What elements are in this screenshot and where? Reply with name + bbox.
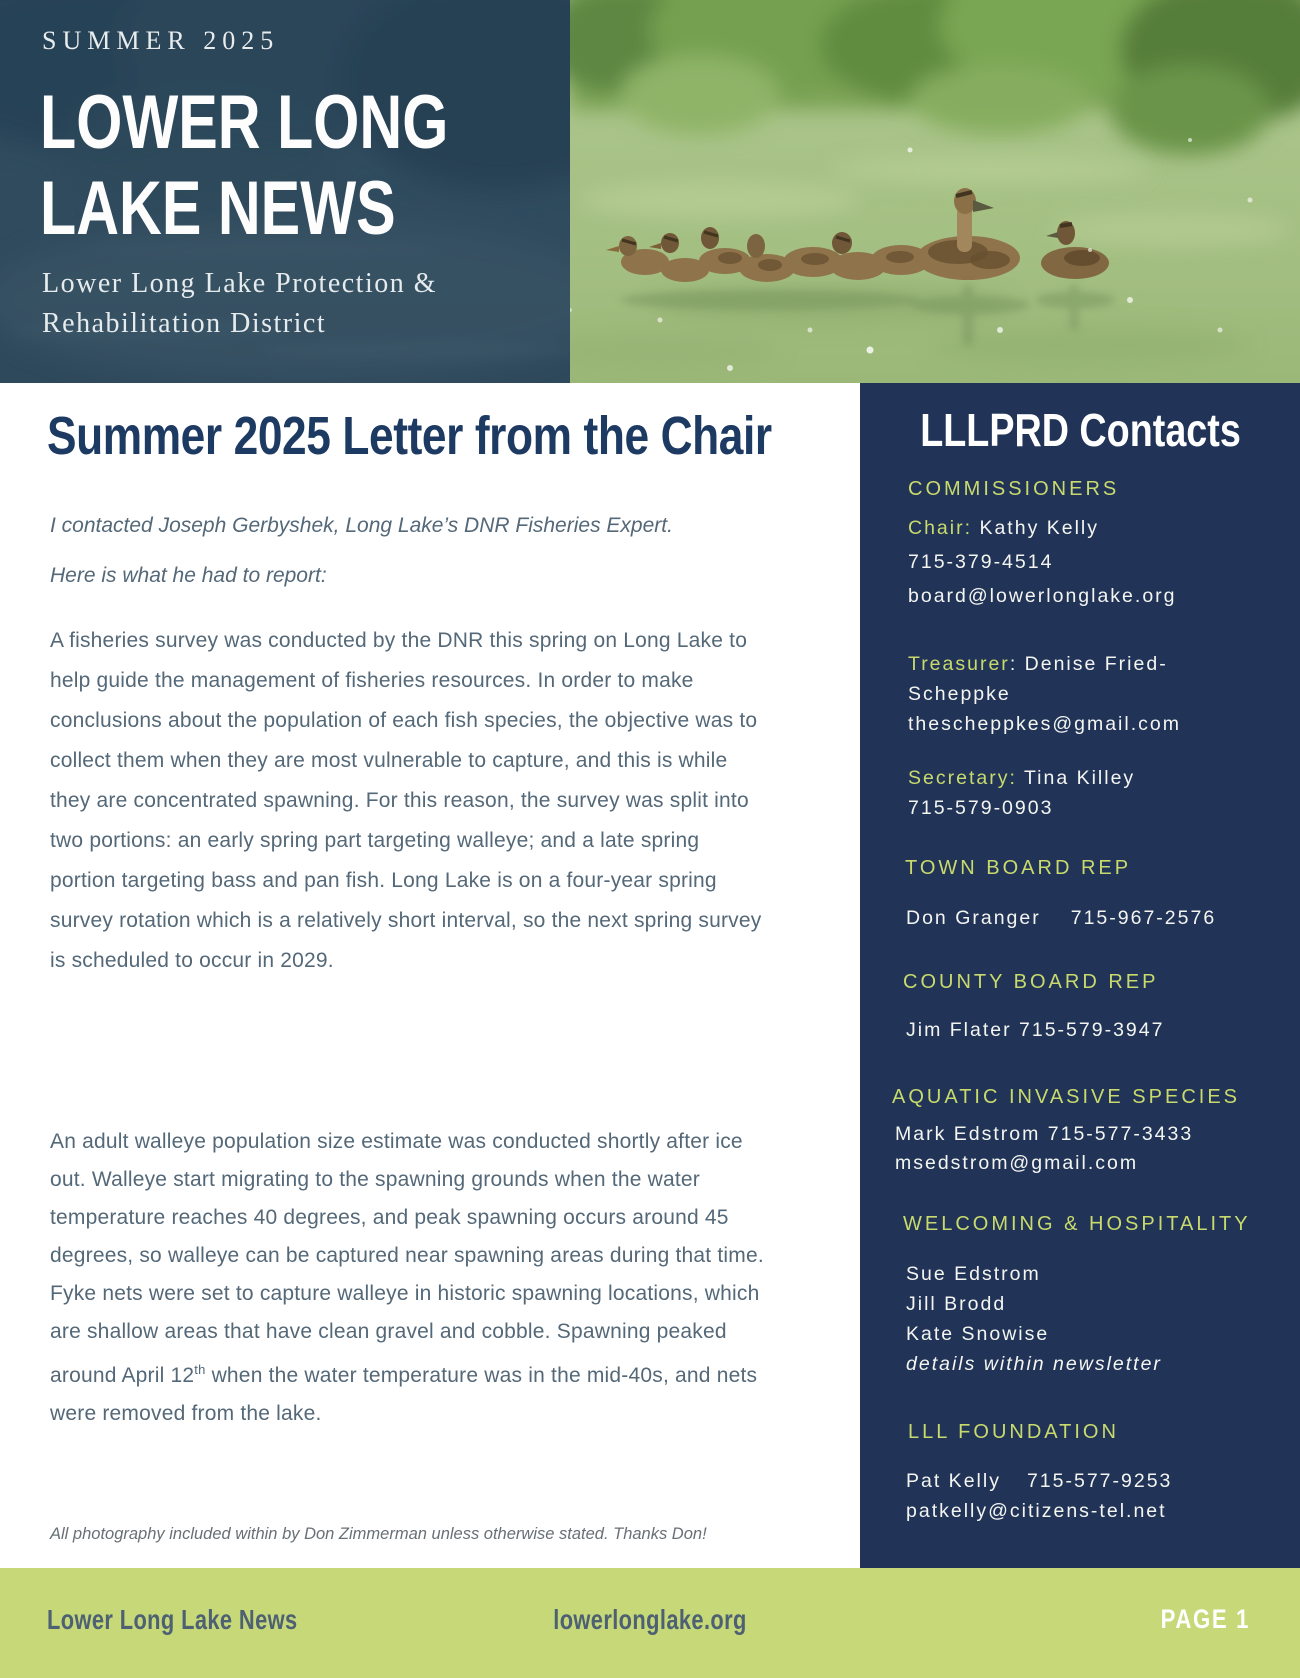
masthead — [0, 0, 1300, 383]
foundation-contact — [906, 1466, 1172, 1526]
article-title: Summer 2025 Letter from the Chair — [47, 406, 772, 466]
district-subtitle-line1: Lower Long Lake Protection & — [42, 268, 438, 299]
foundation-phone: 715-577-9253 — [1026, 1470, 1173, 1492]
welcoming-note: details within newsletter — [906, 1353, 1162, 1375]
district-subtitle-line2: Rehabilitation District — [42, 308, 327, 339]
district-subtitle — [42, 264, 437, 344]
treasurer-email: thescheppkes@gmail.com — [908, 713, 1181, 735]
article-intro-line1: I contacted Joseph Gerbyshek, Long Lake’s DNR Fisheries Expert. — [50, 514, 673, 537]
chair-label: Chair: — [908, 517, 973, 539]
ais-contact — [895, 1120, 1193, 1178]
chair-name: Kathy Kelly — [979, 517, 1100, 539]
paragraph-2-text-after: when the water temperature was in the mid-40s, and nets were removed from the lake. — [50, 1364, 758, 1425]
newsletter-title — [40, 80, 448, 252]
article-intro-line2: Here is what he had to report: — [50, 564, 327, 587]
ais-name-phone: Mark Edstrom 715-577-3433 — [895, 1123, 1194, 1145]
county-board-rep: Jim Flater 715-579-3947 — [906, 1019, 1165, 1041]
duck-family-photo — [570, 0, 1300, 383]
welcoming-name-3: Kate Snowise — [906, 1323, 1050, 1345]
town-board-rep — [906, 903, 1216, 933]
treasurer-name-part2: Scheppke — [908, 683, 1011, 705]
heading-county-board-rep: COUNTY BOARD REP — [903, 971, 1159, 993]
secretary-name: Tina Killey — [1023, 767, 1136, 789]
heading-town-board-rep: TOWN BOARD REP — [905, 857, 1132, 879]
welcoming-contacts — [906, 1259, 1162, 1379]
paragraph-2-text: An adult walleye population size estimate was conducted shortly after ice out. Walleye start migrating to the spawning grounds when the water temperature reaches 40 degrees, and peak spawning occurs around 45 degrees, so walleye can be captured near spawning areas during that time. Fyke nets were set to capture walleye in historic spawning locations, which are shallow areas that have clean gravel and cobble. Spawning peaked around April 12 — [50, 1130, 764, 1387]
footer-website: lowerlonglake.org — [553, 1604, 747, 1635]
footer-newsletter-name: Lower Long Lake News — [47, 1604, 298, 1635]
page-footer — [0, 1568, 1300, 1678]
heading-commissioners: COMMISSIONERS — [908, 478, 1120, 500]
chair-phone: 715-379-4514 — [908, 551, 1054, 573]
chair-email: board@lowerlonglake.org — [908, 585, 1177, 607]
contacts-sidebar — [860, 383, 1300, 1568]
heading-aquatic-invasive-species: AQUATIC INVASIVE SPECIES — [892, 1086, 1240, 1108]
town-rep-name: Don Granger — [906, 907, 1041, 929]
article-paragraph-1: A fisheries survey was conducted by the DNR this spring on Long Lake to help guide the management of fisheries resources. In order to make conclusions about the population of each fish species, the objective was to collect them when they are most vulnerable to capture, and this is while they are concentrated spawning. For this reason, the survey was split into two portions: an early spring part targeting walleye; and a late spring portion targeting bass and pan fish. Long Lake is on a four-year spring survey rotation which is a relatively short interval, so the next spring survey is scheduled to occur in 2029. — [50, 629, 762, 972]
newsletter-title-line2: LAKE NEWS — [40, 166, 396, 251]
welcoming-name-1: Sue Edstrom — [906, 1263, 1041, 1285]
footer-page-number: PAGE 1 — [1160, 1604, 1250, 1634]
secretary-phone: 715-579-0903 — [908, 797, 1054, 819]
contacts-title: LLLPRD Contacts — [919, 404, 1241, 456]
ais-email: msedstrom@gmail.com — [895, 1152, 1139, 1174]
town-rep-phone: 715-967-2576 — [1070, 907, 1217, 929]
treasurer-name-part1: : Denise Fried- — [1009, 653, 1168, 675]
foundation-email: patkelly@citizens-tel.net — [906, 1500, 1167, 1522]
article-intro — [50, 501, 770, 601]
heading-lll-foundation: LLL FOUNDATION — [908, 1421, 1119, 1443]
chair-contact — [908, 511, 1177, 613]
article-paragraph-2 — [50, 1123, 768, 1433]
issue-label: SUMMER 2025 — [42, 26, 280, 55]
treasurer-label: Treasurer — [908, 653, 1010, 675]
heading-welcoming-hospitality: WELCOMING & HOSPITALITY — [903, 1213, 1251, 1235]
foundation-name: Pat Kelly — [906, 1470, 1001, 1492]
secretary-label: Secretary: — [908, 767, 1017, 789]
treasurer-contact — [908, 649, 1181, 739]
newsletter-title-line1: LOWER LONG — [40, 80, 449, 165]
welcoming-name-2: Jill Brodd — [906, 1293, 1007, 1315]
article-column — [0, 383, 860, 1568]
ordinal-superscript: th — [194, 1362, 206, 1377]
secretary-contact — [908, 763, 1135, 823]
photo-credit-footnote: All photography included within by Don Zimmerman unless otherwise stated. Thanks Don! — [50, 1525, 707, 1543]
